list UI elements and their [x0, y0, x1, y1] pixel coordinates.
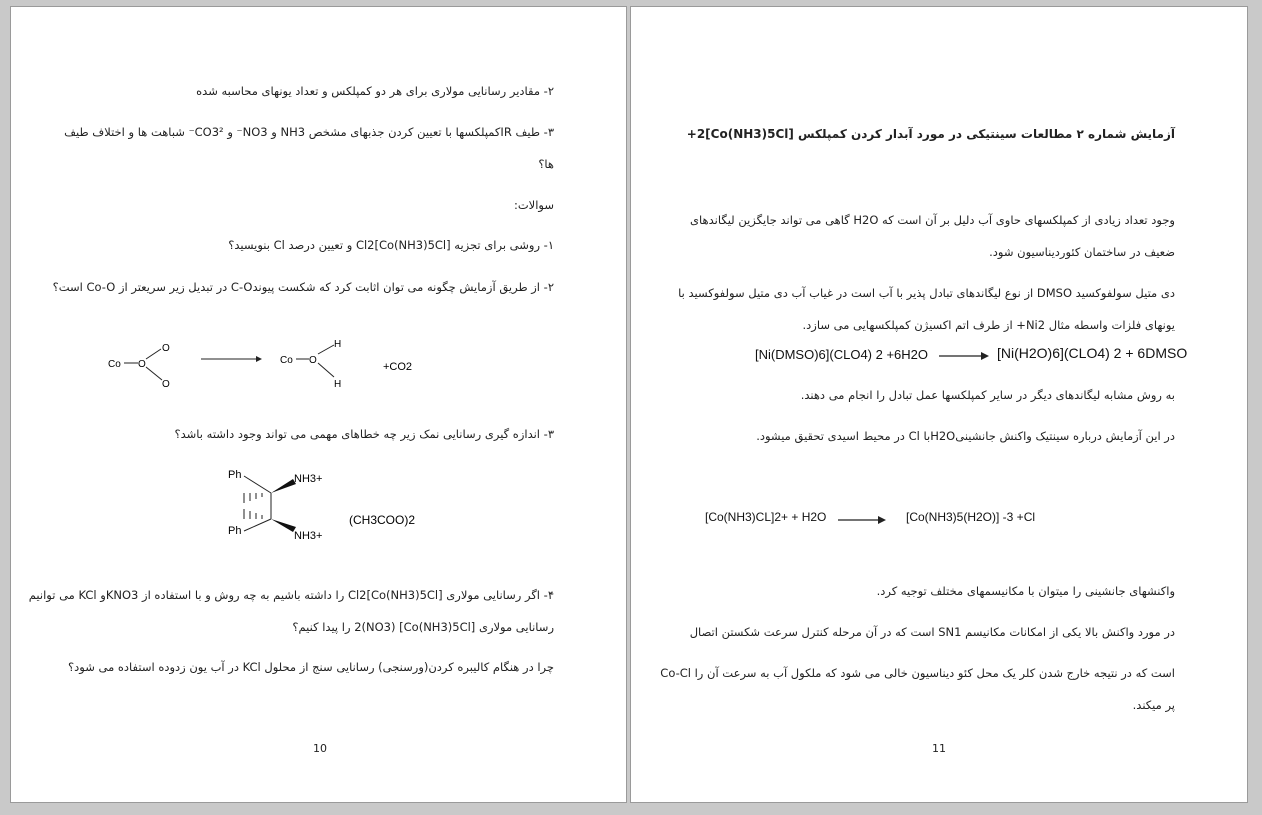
salt-nh3-bottom: NH3+ — [294, 530, 323, 542]
para2-line1: دی متیل سولفوکسید DMSO از نوع لیگاندهای تبادل پذیر با آب است در غیاب آب دی متیل سولفوکسید با — [678, 286, 1175, 300]
question-2-result: ۲- مقادیر رسانایی مولاری برای هر دو کمپلکس و تعداد یونهای محاسبه شده — [196, 84, 554, 98]
question-3-ir-line2: ها؟ — [538, 157, 554, 171]
experiment-title: آزمایش شماره ۲ مطالعات سینتیکی در مورد آبدار کردن کمپلکس [Co(NH3)5Cl]2+ — [686, 127, 1175, 141]
salt-ph-bottom: Ph — [228, 525, 242, 537]
page-number-right: 11 — [932, 742, 946, 755]
reaction-o-center: O — [138, 359, 146, 370]
question-2: ۲- از طریق آزمایش چگونه می توان اثابت کرد که شکست پیوندC-O در تبدیل زیر سریعتر از Co-O است؟ — [52, 280, 554, 294]
page-number-left: 10 — [313, 742, 327, 755]
equation2-left: [Co(NH3)CL]2+ + H2O — [705, 510, 827, 524]
equation1-left: [Ni(DMSO)6](CLO4) 2 +6H2O — [755, 347, 929, 362]
reaction-co-right: Co — [280, 355, 293, 366]
salt-structure — [216, 462, 436, 552]
salt-ph-top: Ph — [228, 469, 242, 481]
question-4-line2: رسانایی مولاری [Co(NH3)5Cl] (NO3)2 را پیدا کنیم؟ — [292, 620, 554, 634]
reaction-h-bottom: H — [334, 379, 342, 390]
document-page-right — [630, 6, 1248, 803]
para5: واکنشهای جانشینی را میتوان با مکانیسمهای مختلف توجیه کرد. — [876, 584, 1175, 598]
question-1: ۱- روشی برای تجزیه [Co(NH3)5Cl]Cl2 و تعیین درصد Cl بنویسید؟ — [228, 238, 554, 252]
reaction-o-right: O — [309, 355, 317, 366]
para1-line2: ضعیف در ساختمان کئوردیناسیون شود. — [989, 245, 1175, 259]
question-3-ir-line1: ۳- طیف IRکمپلکسها با تعیین کردن جذبهای مشخص NH3 و NO3⁻ و CO3²⁻ شباهت ها و اختلاف طیف — [64, 125, 554, 139]
reaction-o-top: O — [162, 343, 170, 354]
salt-nh3-top: NH3+ — [294, 473, 323, 485]
para3: به روش مشابه لیگاندهای دیگر در سایر کمپلکسها عمل تبادل را انجام می دهند. — [800, 388, 1175, 402]
para7-line2: پر میکند. — [1132, 698, 1175, 712]
question-3: ۳- اندازه گیری رسانایی نمک زیر چه خطاهای مهمی می تواند وجود داشته باشد؟ — [174, 427, 554, 441]
para1-line1: وجود تعداد زیادی از کمپلکسهای حاوی آب دلیل بر آن است که H2O گاهی می تواند جایگزین لیگاندهای — [690, 213, 1175, 227]
para6: در مورد واکنش بالا یکی از امکانات مکانیسم SN1 است که در آن مرحله کنترل سرعت شکستن اتصال — [689, 625, 1175, 639]
reaction-co-left: Co — [108, 359, 121, 370]
salt-acetate: (CH3COO)2 — [349, 513, 416, 527]
para7-line1: Co-Cl است که در نتیجه خارج شدن کلر یک محل کئو دیناسیون خالی می شود که ملکول آب به سرعت آن را — [660, 666, 1175, 680]
reaction-h-top: H — [334, 339, 342, 350]
reaction-co2: +CO2 — [383, 361, 413, 373]
reaction-o-bottom: O — [162, 379, 170, 390]
questions-heading: سوالات: — [513, 198, 554, 212]
equation1-arrow — [939, 349, 989, 363]
equation1-right: [Ni(H2O)6](CLO4) 2 + 6DMSO — [997, 345, 1188, 361]
para2-line2: یونهای فلزات واسطه مثال Ni2+ از طرف اتم اکسیژن کمپلکسهایی می سازد. — [802, 318, 1175, 332]
question-4-line1: ۴- اگر رسانایی مولاری [Co(NH3)5Cl]Cl2 را داشته باشیم به چه روش و با استفاده از KNO3و KCl می توانیم — [28, 588, 554, 602]
document-page-left — [10, 6, 627, 803]
question-5: چرا در هنگام کالیبره کردن(ورسنجی) رسانایی سنج از محلول KCl در آب یون زدوده استفاده می شود؟ — [68, 660, 554, 674]
reaction-diagram — [96, 337, 436, 397]
para4: در این آزمایش درباره سینتیک واکنش جانشینیH2Oبا Cl در محیط اسیدی تحقیق میشود. — [756, 429, 1175, 443]
equation2-arrow — [838, 513, 888, 527]
equation2-right: [Co(NH3)5(H2O)] -3 +Cl — [906, 510, 1036, 524]
